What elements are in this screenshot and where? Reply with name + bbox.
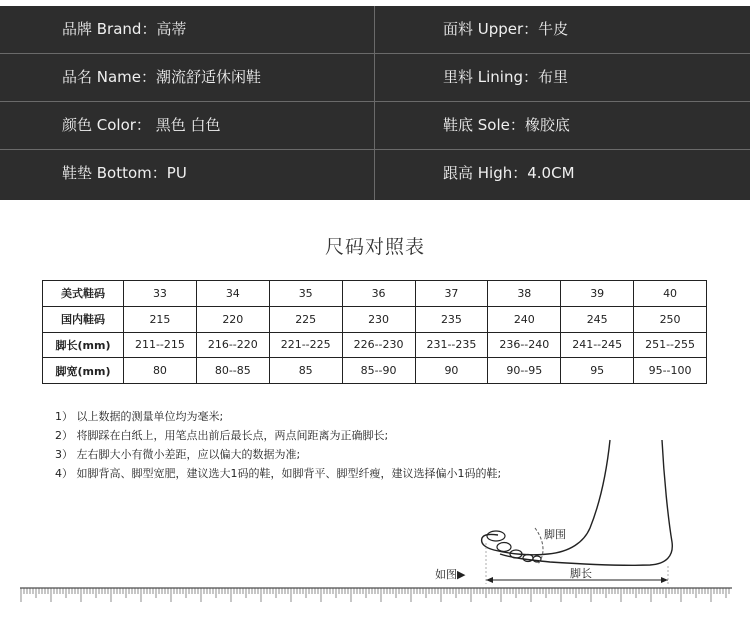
table-row (43, 306, 707, 332)
table-cell: 90 (415, 358, 488, 384)
length-label: 脚长 (570, 567, 592, 580)
spec-panel (0, 6, 750, 200)
table-cell: 95 (561, 358, 634, 384)
ruler-icon (20, 586, 732, 606)
table-cell: 85--90 (342, 358, 415, 384)
table-cell: 216--220 (196, 332, 269, 358)
size-chart-table (42, 280, 707, 384)
table-cell: 95--100 (634, 358, 707, 384)
table-cell: 241--245 (561, 332, 634, 358)
table-cell: 33 (124, 281, 197, 307)
table-cell: 230 (342, 306, 415, 332)
table-cell: 35 (269, 281, 342, 307)
table-cell: 36 (342, 281, 415, 307)
row-header: 脚宽(mm) (43, 358, 124, 384)
table-cell: 231--235 (415, 332, 488, 358)
table-row (43, 358, 707, 384)
table-cell: 40 (634, 281, 707, 307)
table-cell: 85 (269, 358, 342, 384)
note-item: 2） 将脚踩在白纸上，用笔点出前后最长点，两点间距离为正确脚长; (55, 429, 389, 442)
table-cell: 226--230 (342, 332, 415, 358)
spec-heel-height: 跟高 High：4.0CM (443, 164, 575, 182)
row-header: 脚长(mm) (43, 332, 124, 358)
spec-row (0, 102, 750, 150)
table-cell: 215 (124, 306, 197, 332)
table-cell: 240 (488, 306, 561, 332)
row-header: 国内鞋码 (43, 306, 124, 332)
table-cell: 250 (634, 306, 707, 332)
spec-row (0, 150, 750, 197)
table-cell: 37 (415, 281, 488, 307)
table-cell: 221--225 (269, 332, 342, 358)
spec-row (0, 54, 750, 102)
table-cell: 245 (561, 306, 634, 332)
table-cell: 235 (415, 306, 488, 332)
table-cell: 80 (124, 358, 197, 384)
example-label: 如图▶ (435, 568, 466, 581)
table-cell: 251--255 (634, 332, 707, 358)
row-header: 美式鞋码 (43, 281, 124, 307)
spec-name: 品名 Name：潮流舒适休闲鞋 (62, 68, 262, 86)
girth-label: 脚围 (544, 528, 566, 541)
spec-upper: 面料 Upper：牛皮 (443, 20, 569, 38)
note-item: 1） 以上数据的测量单位均为毫米; (55, 410, 224, 423)
table-cell: 211--215 (124, 332, 197, 358)
spec-insole: 鞋垫 Bottom：PU (62, 164, 187, 182)
table-cell: 80--85 (196, 358, 269, 384)
table-cell: 225 (269, 306, 342, 332)
table-cell: 236--240 (488, 332, 561, 358)
spec-sole: 鞋底 Sole：橡胶底 (443, 116, 570, 134)
table-cell: 34 (196, 281, 269, 307)
spec-color: 颜色 Color： 黑色 白色 (62, 116, 221, 134)
spec-lining: 里料 Lining：布里 (443, 68, 568, 86)
table-cell: 220 (196, 306, 269, 332)
size-chart-title: 尺码对照表 (324, 236, 425, 258)
table-cell: 39 (561, 281, 634, 307)
note-item: 4） 如脚背高、脚型宽肥，建议选大1码的鞋，如脚背平、脚型纤瘦，建议选择偏小1码的鞋; (55, 467, 502, 480)
note-item: 3） 左右脚大小有微小差距，应以偏大的数据为准; (55, 448, 301, 461)
spec-row (0, 6, 750, 54)
table-cell: 38 (488, 281, 561, 307)
table-cell: 90--95 (488, 358, 561, 384)
spec-brand: 品牌 Brand：高蒂 (62, 20, 187, 38)
table-row (43, 332, 707, 358)
table-row (43, 281, 707, 307)
